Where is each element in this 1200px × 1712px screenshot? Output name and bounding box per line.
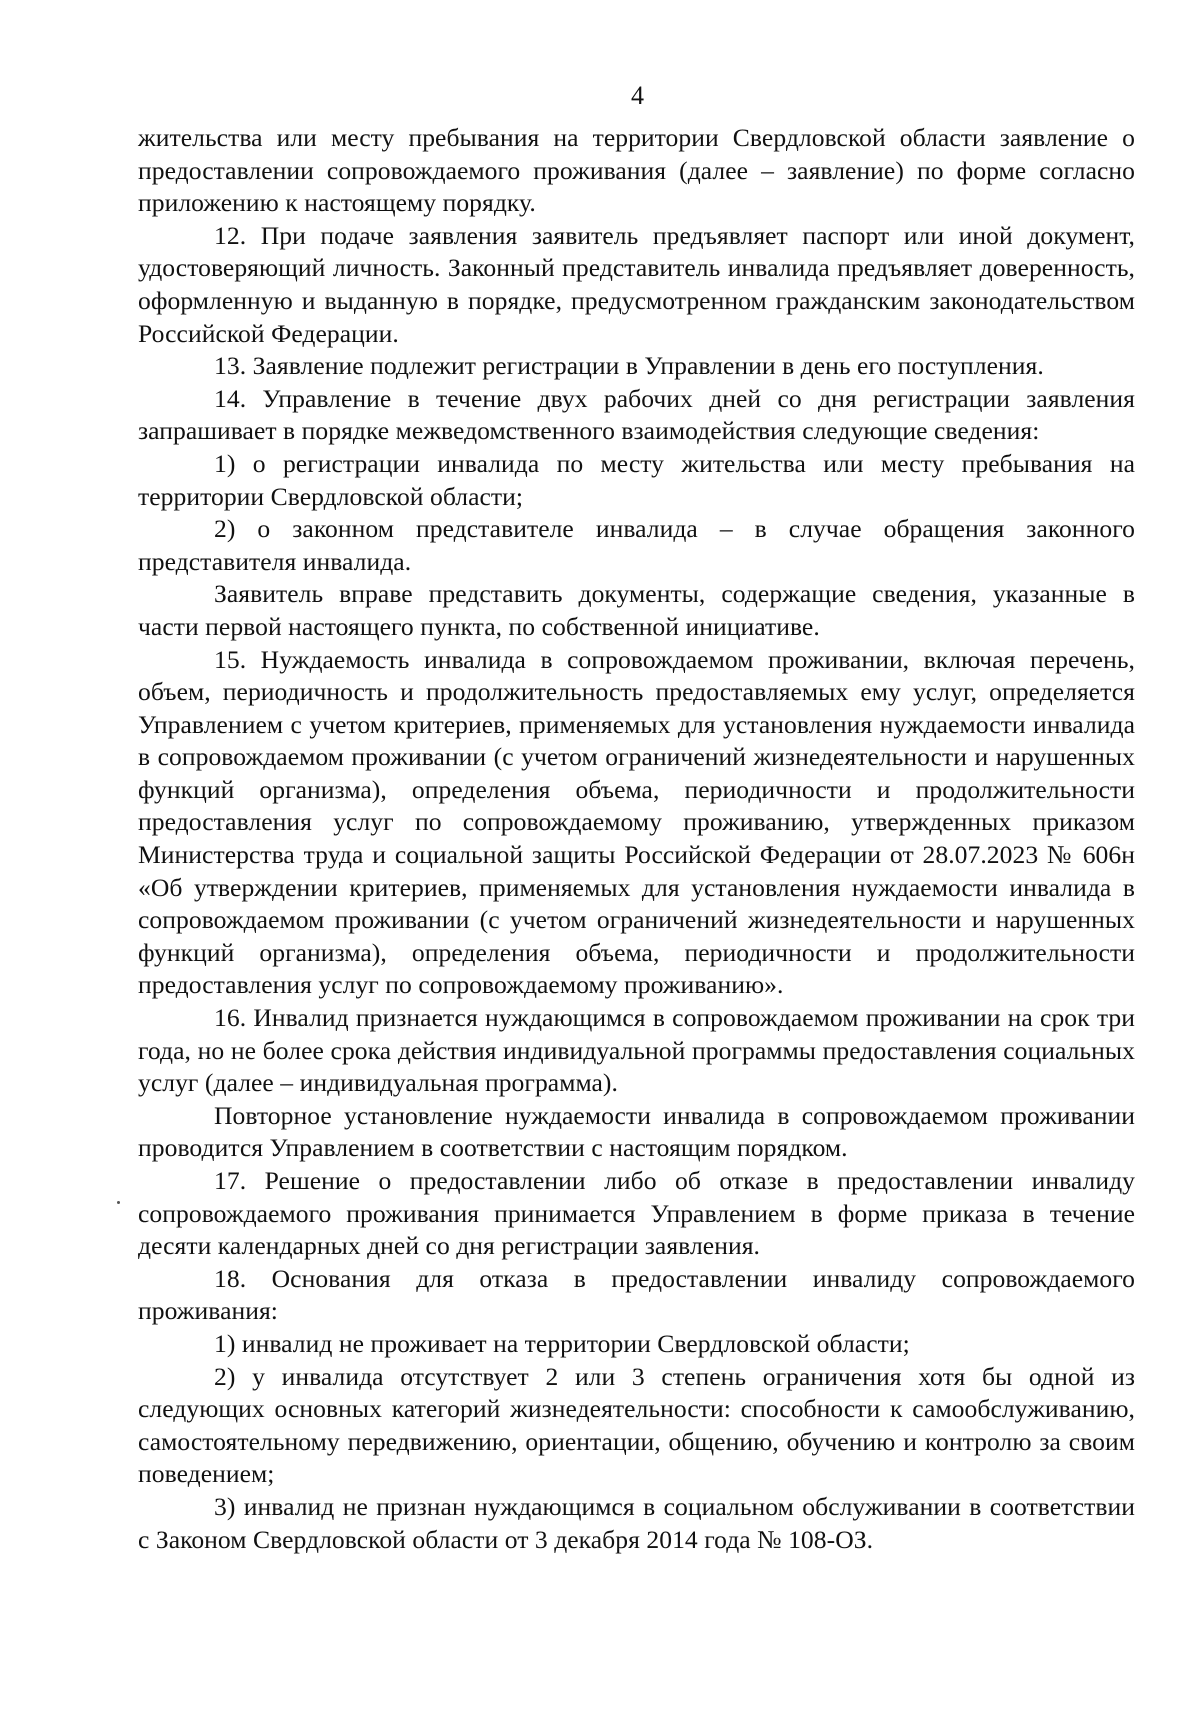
paragraph-item-18-3: 3) инвалид не признан нуждающимся в социальном обслуживании в соответствии с Законом Свердловской области от 3 декабря 2014 года № 108-ОЗ. [138,1491,1135,1554]
paragraph-item-14-note: Заявитель вправе представить документы, содержащие сведения, указанные в части первой настоящего пункта, по собственной инициативе. [138,579,1135,641]
paragraph-item-14-1: 1) о регистрации инвалида по месту жительства или месту пребывания на территории Свердловской области; [138,448,1135,511]
paragraph-item-16-repeat: Повторное установление нуждаемости инвалида в сопровождаемом проживании проводится Управлением в соответствии с настоящим порядком. [138,1100,1135,1163]
paragraph-item-15: 15. Нуждаемость инвалида в сопровождаемом проживании, включая перечень, объем, периодичность и продолжительность предоставляемых ему услуг, определяется Управлением с учетом критериев, применяемых для установления нуждаемости инвалида в сопровождаемом проживании (с учетом ограничений жизнедеятельности и нарушенных функций организма), определения объема, периодичности и продолжительности предоставления услуг по сопровождаемому проживанию, утвержденных приказом Министерства труда и социальной защиты Российской Федерации от 28.07.2023 № 606н «Об утверждении критериев, применяемых для установления нуждаемости инвалида в сопровождаемом проживании (с учетом ограничений жизнедеятельности и нарушенных функций организма), определения объема, периодичности и продолжительности предоставления услуг по сопровождаемому проживанию». [138,644,1135,1000]
document-body [138,122,1135,1556]
paragraph-item-14: 14. Управление в течение двух рабочих дней со дня регистрации заявления запрашивает в порядке межведомственного взаимодействия следующие сведения: [138,383,1135,446]
paragraph-item-13: 13. Заявление подлежит регистрации в Управлении в день его поступления. [214,351,1044,381]
paragraph-item-18: 18. Основания для отказа в предоставлении инвалиду сопровождаемого проживания: [138,1263,1135,1326]
paragraph-item-14-2: 2) о законном представителе инвалида – в случае обращения законного представителя инвалида. [138,514,1135,576]
margin-mark [117,1201,120,1204]
page-number: 4 [631,81,644,110]
paragraph-item-17: 17. Решение о предоставлении либо об отказе в предоставлении инвалиду сопровождаемого проживания принимается Управлением в форме приказа в течение десяти календарных дней со дня регистрации заявления. [138,1166,1135,1261]
paragraph-item-18-2: 2) у инвалида отсутствует 2 или 3 степень ограничения хотя бы одной из следующих основных категорий жизнедеятельности: способности к самообслуживанию, самостоятельному передвижению, ориентации, общению, обучению и контролю за своим поведением; [138,1361,1135,1489]
paragraph-item-16: 16. Инвалид признается нуждающимся в сопровождаемом проживании на срок три года, но не более срока действия индивидуальной программы предоставления социальных услуг (далее – индивидуальная программа). [138,1003,1135,1098]
paragraph-item-12: 12. При подаче заявления заявитель предъявляет паспорт или иной документ, удостоверяющий личность. Законный представитель инвалида предъявляет доверенность, оформленную и выданную в порядке, предусмотренном гражданским законодательством Российской Федерации. [138,220,1135,348]
paragraph-continuation: жительства или месту пребывания на территории Свердловской области заявление о предоставлении сопровождаемого проживания (далее – заявление) по форме согласно приложению к настоящему порядку. [138,123,1135,218]
paragraph-item-18-1: 1) инвалид не проживает на территории Свердловской области; [214,1328,910,1358]
